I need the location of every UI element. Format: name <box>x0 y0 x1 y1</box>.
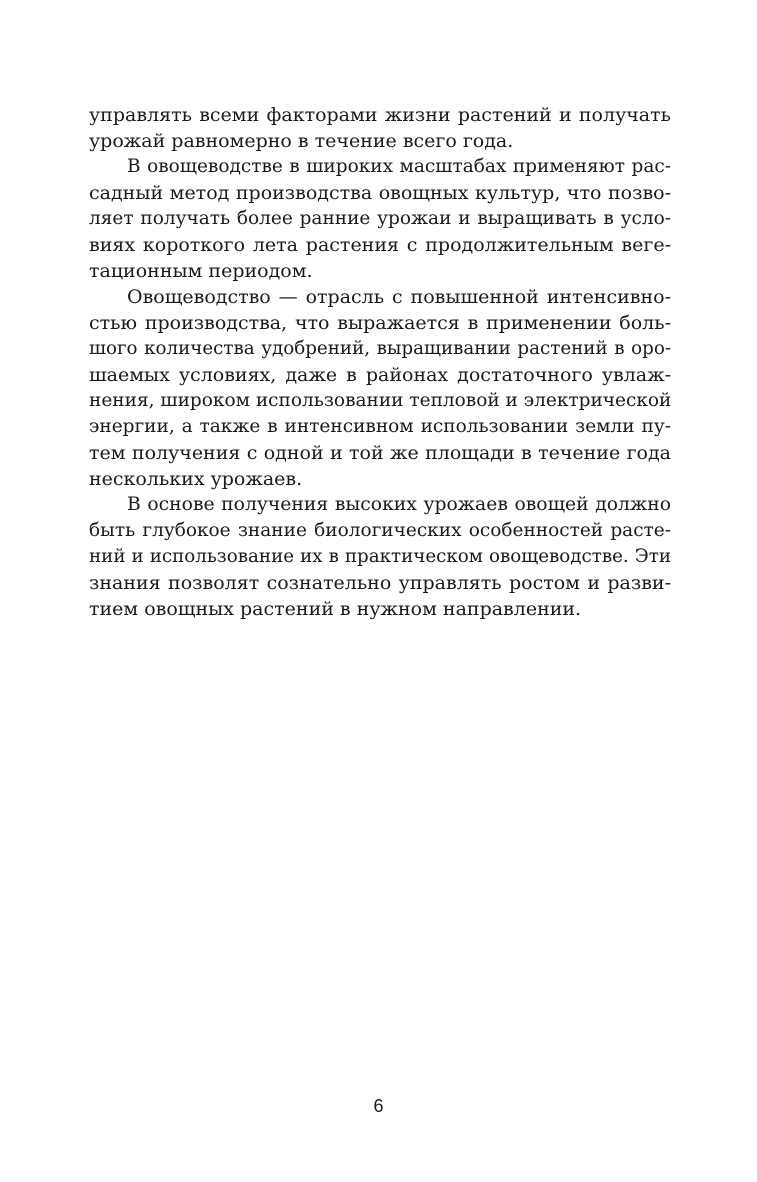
text-line: садный метод производства овощных культур, что позво- <box>89 182 671 204</box>
text-line: шаемых условиях, даже в районах достаточного увлаж- <box>89 364 671 386</box>
text-line: стью производства, что выражается в применении боль- <box>89 312 671 334</box>
text-line: тем получения с одной и той же площади в течение года <box>89 442 671 464</box>
text-line: урожай равномерно в течение всего года. <box>89 130 514 152</box>
text-line: тием овощных растений в нужном направлении. <box>89 598 582 620</box>
text-line: виях короткого лета растения с продолжительным веге- <box>89 234 671 256</box>
text-line: ляет получать более ранние урожаи и выращивать в усло- <box>89 208 671 229</box>
text-line: шого количества удобрений, выращивании растений в оро- <box>89 338 671 359</box>
text-line: быть глубокое знание биологических особенностей расте- <box>89 520 671 541</box>
text-line: Овощеводство — отрасль с повышенной интенсивно- <box>127 286 671 308</box>
text-line: В овощеводстве в широких масштабах применяют рас- <box>127 156 671 177</box>
page-number: 6 <box>373 1096 384 1116</box>
text-line: энергии, а также в интенсивном использовании земли пу- <box>89 416 671 437</box>
text-line: управлять всеми факторами жизни растений и получать <box>89 104 671 126</box>
text-line: ний и использование их в практическом овощеводстве. Эти <box>89 546 671 567</box>
text-line: нения, широком использовании тепловой и электрической <box>89 390 672 411</box>
text-line: знания позволят сознательно управлять ростом и разви- <box>89 572 671 594</box>
text-line: тационным периодом. <box>89 260 313 282</box>
text-line: В основе получения высоких урожаев овощей должно <box>127 494 671 515</box>
text-line: нескольких урожаев. <box>89 468 303 490</box>
